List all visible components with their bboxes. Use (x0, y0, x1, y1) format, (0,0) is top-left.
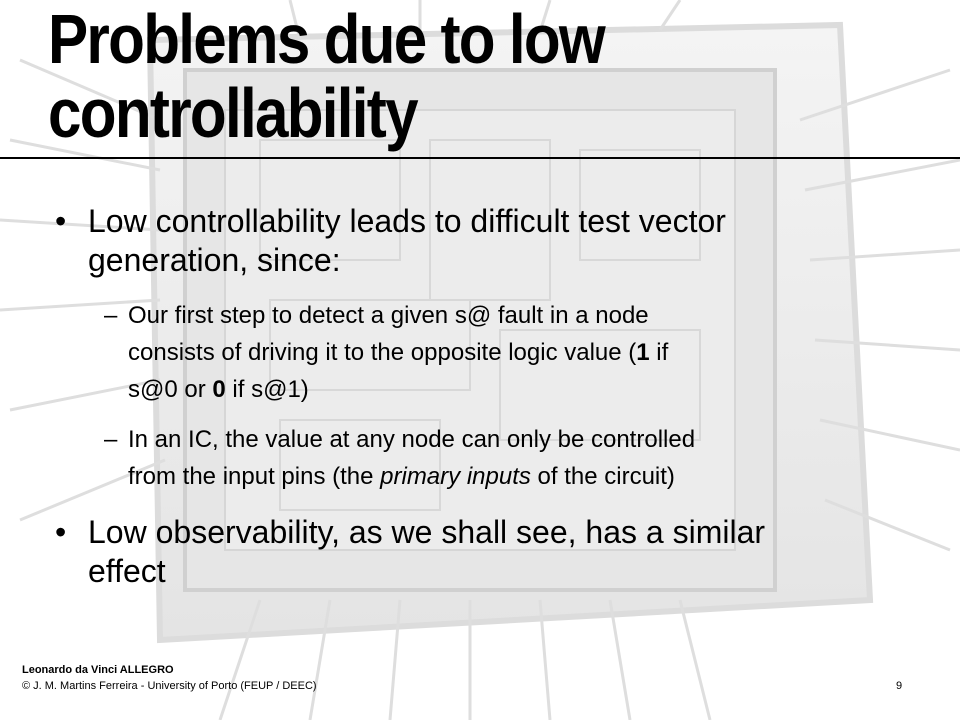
text-run: if (649, 339, 669, 366)
text-run: consists of driving it to the opposite logic value ( (128, 339, 637, 366)
text-run: s@0 or (128, 376, 213, 403)
title-line: controllability (48, 74, 417, 152)
dash-marker: – (104, 426, 118, 453)
subbullet-item (104, 297, 898, 408)
bullet-text-line: effect (88, 553, 166, 589)
bold-value: 1 (636, 339, 650, 366)
bullet-item (55, 513, 908, 591)
italic-term: primary inputs (380, 463, 531, 490)
text-run: from the input pins (the (128, 463, 381, 490)
bullet-marker: • (55, 514, 67, 550)
title-divider (0, 157, 960, 159)
subbullet-text-line: Our first step to detect a given s@ fault in a node (128, 302, 649, 329)
bullet-item (55, 202, 908, 280)
page-number: 9 (896, 680, 903, 692)
bullet-text-line: generation, since: (88, 242, 341, 278)
subbullet-item (104, 421, 898, 495)
subbullet-text-line (128, 334, 898, 371)
bullet-text-line: Low observability, as we shall see, has a similar (88, 514, 766, 550)
title-line: Problems due to low (48, 0, 605, 78)
footer-author: Leonardo da Vinci ALLEGRO (22, 664, 174, 676)
subbullet-text-line: In an IC, the value at any node can only be controlled (128, 426, 696, 453)
bullet-marker: • (55, 203, 67, 239)
text-run: of the circuit) (530, 463, 675, 490)
bold-value: 0 (212, 376, 226, 403)
dash-marker: – (104, 302, 118, 329)
bullet-text-line: Low controllability leads to difficult test vector (88, 203, 726, 239)
slide-title (48, 2, 805, 150)
footer-copyright: © J. M. Martins Ferreira - University of Porto (FEUP / DEEC) (22, 680, 317, 692)
text-run: if s@1) (225, 376, 309, 403)
subbullet-text-line (128, 371, 898, 408)
subbullet-text-line (128, 458, 898, 495)
